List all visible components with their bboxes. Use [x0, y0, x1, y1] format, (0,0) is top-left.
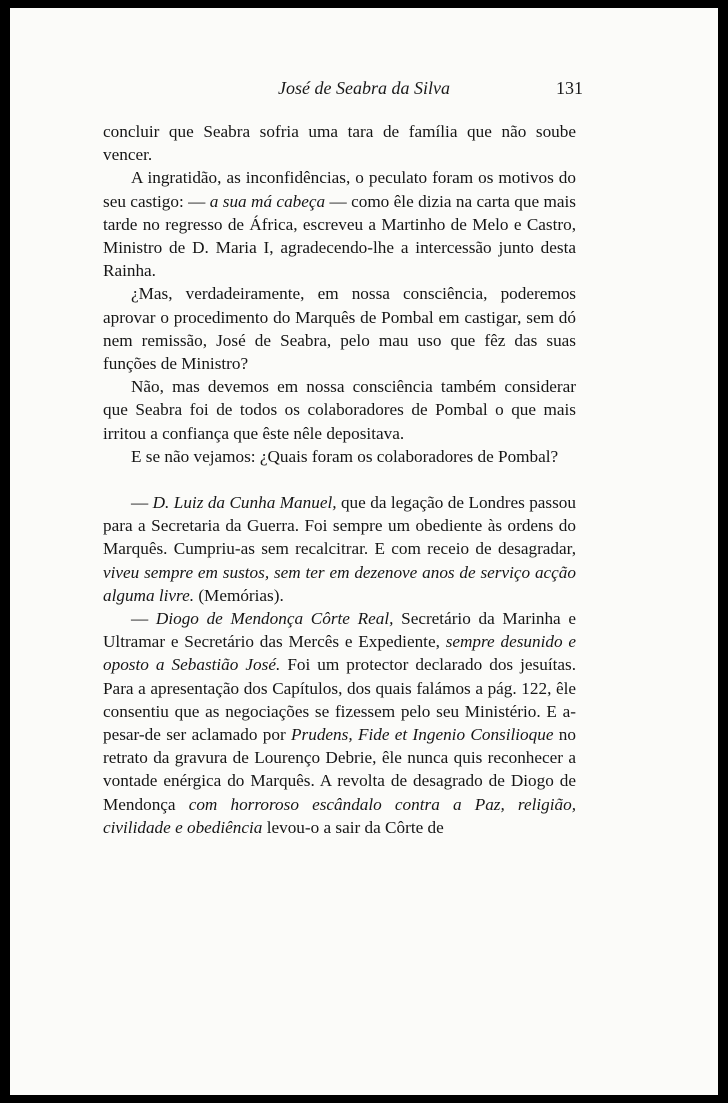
paragraph-5: E se não vejamos: ¿Quais foram os colaboradores de Pombal?	[131, 446, 559, 466]
paragraph-4: Não, mas devemos em nossa consciência também considerar que Seabra foi de todos os colaboradores de Pombal o que mais irritou a confiança que êste nêle depositava.	[103, 377, 576, 443]
running-title: José de Seabra da Silva	[278, 78, 450, 98]
paragraph-7-text-c: Secretário da Marinha e Ultramar e Secretário das Mercês e Expediente,	[103, 609, 576, 652]
paragraph-2-text-a: A ingratidão, as inconfidências, o peculato foram os motivos do seu castigo: —	[103, 168, 576, 211]
paragraph-6	[103, 491, 576, 607]
paragraph-7-text-g: no retrato da gravura de Lourenço Debrie, êle nunca quis reconhecer a vontade enérgica do Marquês. A revolta de desagrado de Diogo de Mendonça	[103, 725, 576, 814]
paragraph-6-dash: —	[131, 493, 153, 513]
paragraph-7-text-e: Foi um protector declarado dos jesuítas. Para a apresentação dos Capítulos, dos quais falámos a pág. 122, êle consentiu que as negociações se fizessem pelo seu Ministério. E a-pesar-de ser aclamado por	[103, 655, 577, 745]
paragraph-6-name: D. Luiz da Cunha Manuel,	[152, 493, 337, 513]
paragraph-7	[103, 607, 576, 839]
paragraph-7-quote-2: com horroroso escândalo contra a Paz, religião, civilidade e obediência	[103, 794, 577, 837]
paragraph-7-name: Diogo de Mendonça Côrte Real,	[155, 609, 394, 629]
paragraph-2-quote: a sua má cabeça	[209, 191, 326, 211]
paragraph-1: concluir que Seabra sofria uma tara de família que não soube vencer.	[103, 122, 576, 165]
book-page	[10, 8, 718, 1095]
paragraph-2-text-c: — como êle dizia na carta que mais tarde no regresso de África, escreveu a Martinho de Melo e Castro, Ministro de D. Maria I, agradecendo-lhe a intercessão junto desta Rainha.	[103, 191, 576, 281]
page-header	[10, 78, 718, 104]
paragraph-7-dash: —	[131, 609, 156, 629]
paragraph-6-text-e: (Memórias).	[194, 585, 284, 605]
page-number: 131	[556, 78, 583, 98]
paragraph-2	[103, 166, 576, 282]
paragraph-7-quote-1: sempre desunido e oposto a Sebastião José.	[103, 632, 576, 675]
paragraph-6-quote: viveu sempre em sustos, sem ter em dezenove anos de serviço acção alguma livre.	[103, 562, 576, 605]
body-text	[103, 120, 576, 839]
paragraph-7-motto: Prudens, Fide et Ingenio Consilioque	[291, 725, 554, 745]
paragraph-6-text-c: que da legação de Londres passou para a Secretaria da Guerra. Foi sempre um obediente às ordens do Marquês. Cumpriu-as sem recalcitrar. E com receio de desagradar,	[103, 493, 576, 559]
paragraph-7-text-i: levou-o a sair da Côrte de	[262, 817, 444, 837]
paragraph-3: ¿Mas, verdadeiramente, em nossa consciência, poderemos aprovar o procedimento do Marquês de Pombal em castigar, sem dó nem remissão, José de Seabra, pelo mau uso que fêz das suas funções de Ministro?	[103, 284, 576, 374]
